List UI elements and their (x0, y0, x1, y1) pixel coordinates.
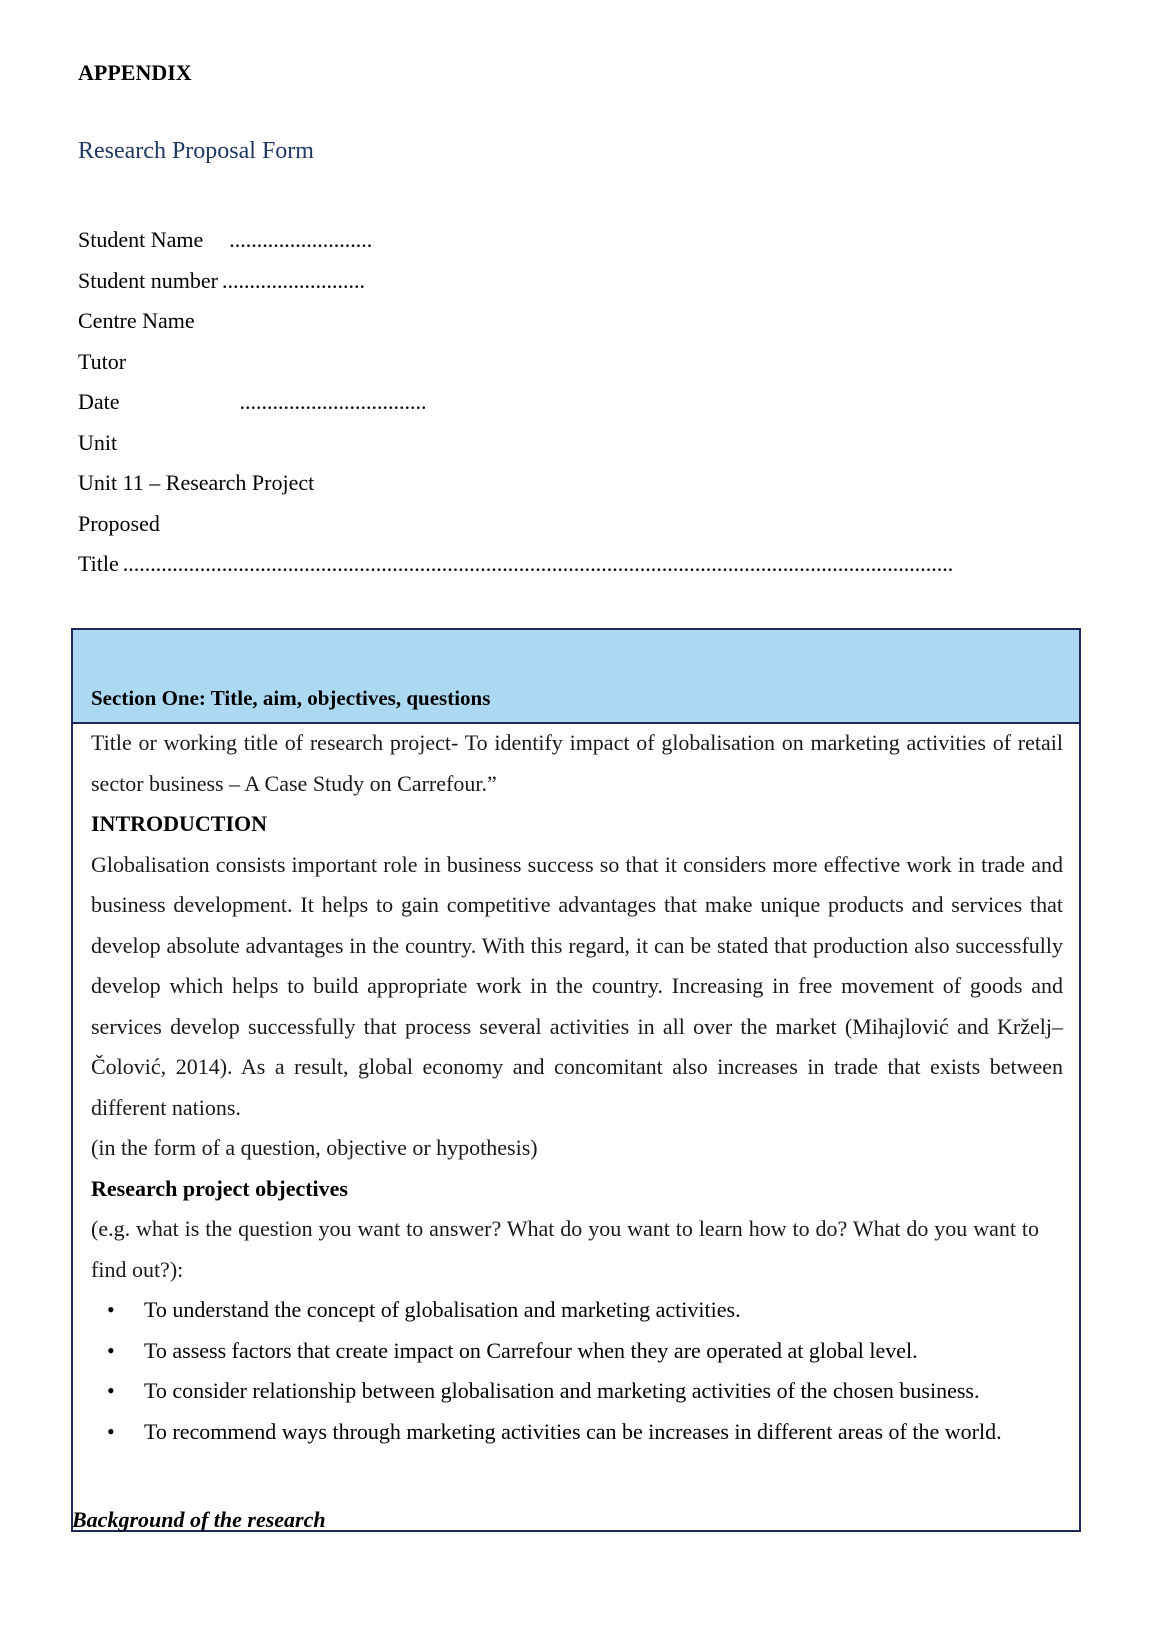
tutor-row (78, 342, 1098, 383)
section-one-body (91, 723, 1063, 1452)
introduction-paragraph: Globalisation consists important role in business success so that it considers more effective work in trade and business development. It helps to gain competitive advantages that make unique products and services that develop absolute advantages in the country. With this regard, it can be stated that production also successfully develop which helps to build appropriate work in the country. Increasing in free movement of goods and services develop successfully that process several activities in all over the market (Mihajlović and Krželj–Čolović, 2014). As a result, global economy and concomitant also increases in trade that exists between different nations. (91, 851, 1063, 1120)
student-name-row (78, 220, 1098, 261)
unit-row (78, 423, 1098, 464)
student-number-label: Student number (78, 267, 218, 293)
date-label: Date (78, 389, 120, 414)
list-item (91, 1412, 1063, 1453)
section-one-header (73, 630, 1079, 724)
title-row (78, 544, 1098, 585)
student-details (78, 220, 1098, 585)
title-paragraph: Title or working title of research project- To identify impact of globalisation on marketing activities of retail sector business – A Case Study on Carrefour.” (91, 730, 1063, 796)
bullet-icon: • (107, 1297, 115, 1322)
student-name-blank: .......................... (229, 227, 373, 252)
tutor-label: Tutor (78, 348, 127, 374)
section-one-box (71, 628, 1081, 1532)
title-blank: ....................................................................................................................................................... (122, 551, 954, 576)
student-number-blank: .......................... (221, 267, 365, 293)
date-blank: .................................. (239, 389, 427, 414)
introduction-heading: INTRODUCTION (91, 811, 268, 836)
appendix-heading: APPENDIX (78, 60, 192, 85)
objective-text: To consider relationship between globalisation and marketing activities of the chosen business. (144, 1378, 980, 1403)
proposed-row (78, 504, 1098, 545)
form-note: (in the form of a question, objective or hypothesis) (91, 1135, 538, 1160)
objectives-prompt: (e.g. what is the question you want to answer? What do you want to learn how to do? What do you want to find out?): (91, 1216, 1039, 1282)
list-item (91, 1331, 1063, 1372)
centre-name-row (78, 301, 1098, 342)
objectives-heading: Research project objectives (91, 1175, 348, 1201)
student-name-label: Student Name (78, 227, 204, 252)
proposed-label: Proposed (78, 510, 160, 536)
objective-text: To understand the concept of globalisation and marketing activities. (144, 1297, 741, 1322)
unit-label: Unit (78, 429, 118, 455)
bullet-icon: • (107, 1337, 115, 1363)
list-item (91, 1290, 1063, 1331)
centre-name-label: Centre Name (78, 308, 195, 333)
section-one-header-text: Section One: Title, aim, objectives, questions (91, 686, 491, 710)
form-title: Research Proposal Form (78, 138, 314, 164)
student-number-row (78, 261, 1098, 302)
date-row (78, 382, 1098, 423)
unit-value-row (78, 463, 1098, 504)
bullet-icon: • (107, 1378, 115, 1403)
objective-text: To recommend ways through marketing activities can be increases in different areas of the world. (144, 1418, 1002, 1444)
bullet-icon: • (107, 1418, 115, 1444)
title-label: Title (78, 551, 119, 576)
list-item (91, 1371, 1063, 1412)
unit-value: Unit 11 – Research Project (78, 470, 315, 495)
objectives-list (91, 1290, 1063, 1452)
objective-text: To assess factors that create impact on Carrefour when they are operated at global level. (144, 1337, 918, 1363)
background-heading: Background of the research (72, 1507, 326, 1532)
